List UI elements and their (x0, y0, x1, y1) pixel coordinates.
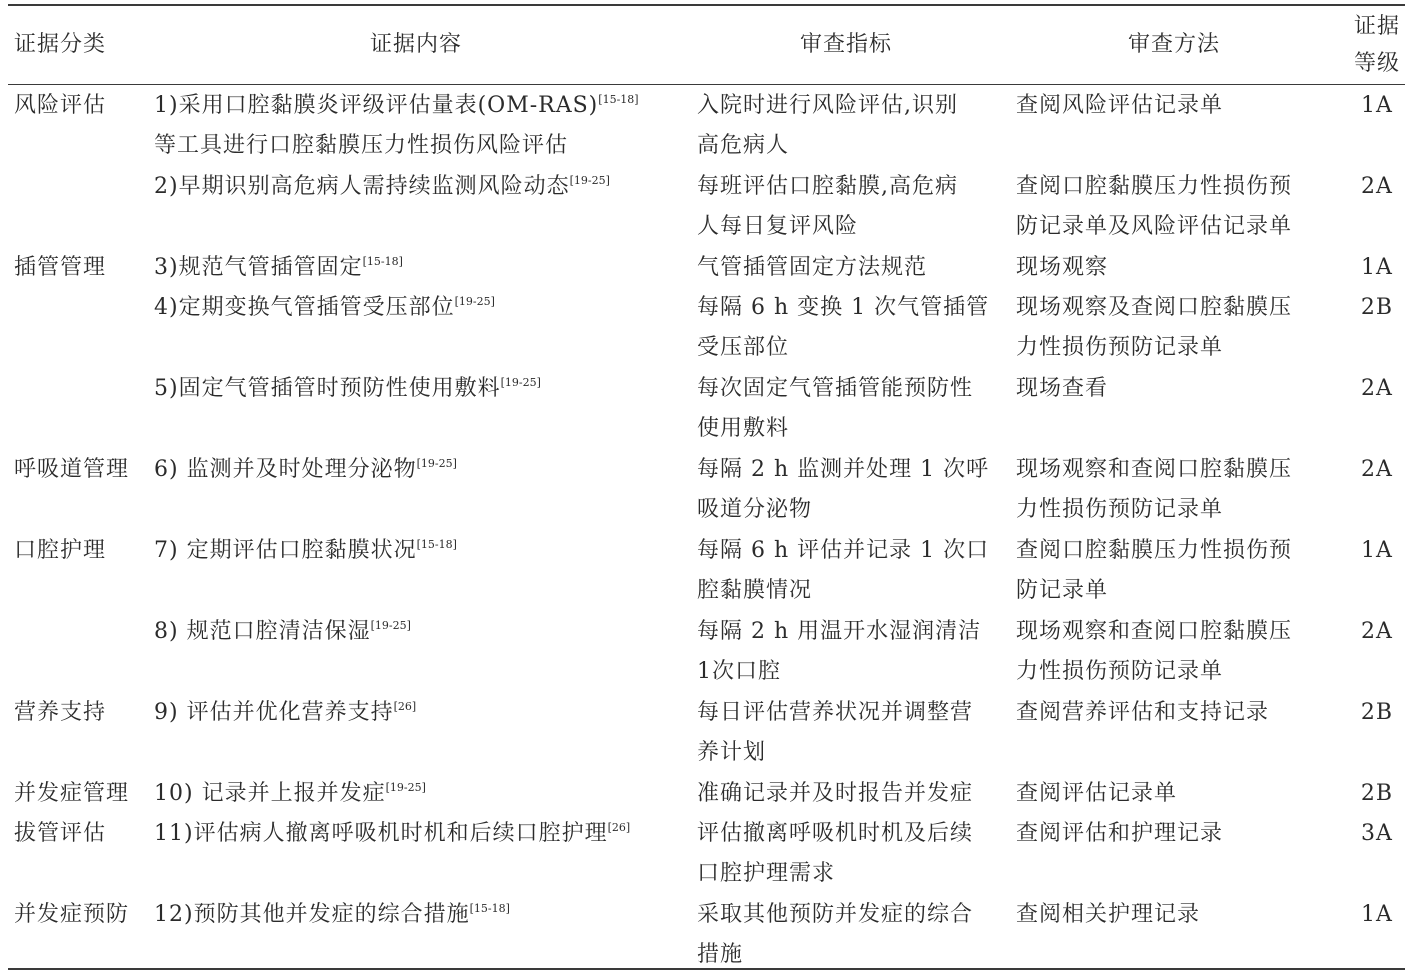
row-method: 现场观察 (1016, 255, 1109, 280)
row-grade: 2A (1361, 457, 1393, 482)
row-content (154, 814, 630, 854)
row-content (154, 450, 457, 490)
row-content (154, 86, 639, 126)
header-category: 证据分类 (14, 32, 107, 57)
citation-ref: [19-25] (454, 295, 495, 308)
row-indicator: 每日评估营养状况并调整营 (697, 700, 974, 725)
row-method: 查阅口腔黏膜压力性损伤预 (1016, 538, 1293, 563)
row-grade: 2A (1361, 376, 1393, 401)
row-content (154, 612, 411, 652)
row-category: 呼吸道管理 (14, 457, 130, 482)
row-method: 现场观察和查阅口腔黏膜压 (1016, 619, 1293, 644)
row-content (154, 531, 457, 571)
row-method: 力性损伤预防记录单 (1016, 497, 1224, 522)
row-content-text: 9) 评估并优化营养支持 (154, 700, 394, 725)
row-indicator: 使用敷料 (697, 416, 790, 441)
row-method: 防记录单及风险评估记录单 (1016, 214, 1293, 239)
row-content (154, 693, 416, 733)
row-category: 风险评估 (14, 93, 107, 118)
row-grade: 1A (1361, 93, 1393, 118)
row-indicator: 吸道分泌物 (697, 497, 813, 522)
row-method: 查阅口腔黏膜压力性损伤预 (1016, 174, 1293, 199)
row-grade: 2B (1360, 295, 1394, 320)
citation-ref: [15-18] (598, 93, 639, 106)
row-indicator: 人每日复评风险 (697, 214, 859, 239)
row-indicator: 每次固定气管插管能预防性 (697, 376, 974, 401)
row-indicator: 入院时进行风险评估,识别 (697, 93, 958, 118)
row-indicator: 受压部位 (697, 335, 790, 360)
row-content (154, 369, 541, 409)
row-category: 并发症管理 (14, 781, 130, 806)
row-content-text: 3)规范气管插管固定 (154, 255, 363, 280)
row-method: 查阅风险评估记录单 (1016, 93, 1224, 118)
row-indicator: 腔黏膜情况 (697, 578, 813, 603)
citation-ref: [15-18] (469, 902, 510, 915)
citation-ref: [19-25] (416, 457, 457, 470)
row-indicator: 每隔 6 h 变换 1 次气管插管 (697, 295, 990, 320)
citation-ref: [19-25] (385, 781, 426, 794)
row-indicator: 1次口腔 (697, 659, 781, 684)
row-grade: 1A (1361, 902, 1393, 927)
row-method: 防记录单 (1016, 578, 1109, 603)
citation-ref: [26] (607, 821, 631, 834)
row-content-text: 7) 定期评估口腔黏膜状况 (154, 538, 417, 563)
row-category: 口腔护理 (14, 538, 107, 563)
row-content-text: 12)预防其他并发症的综合措施 (154, 902, 470, 927)
row-content-text: 8) 规范口腔清洁保湿 (154, 619, 371, 644)
row-grade: 3A (1361, 821, 1393, 846)
row-indicator: 准确记录并及时报告并发症 (697, 781, 974, 806)
header-grade-line2: 等级 (1353, 51, 1400, 76)
row-grade: 2B (1360, 700, 1394, 725)
row-content-text: 1)采用口腔黏膜炎评级评估量表(OM-RAS) (154, 93, 599, 118)
row-indicator: 评估撤离呼吸机时机及后续 (697, 821, 974, 846)
row-content-text: 等工具进行口腔黏膜压力性损伤风险评估 (154, 133, 569, 158)
row-content (154, 248, 403, 288)
row-indicator: 气管插管固定方法规范 (697, 255, 928, 280)
header-content: 证据内容 (370, 32, 463, 57)
row-indicator: 高危病人 (697, 133, 790, 158)
row-indicator: 每班评估口腔黏膜,高危病 (697, 174, 958, 199)
row-indicator: 措施 (697, 942, 744, 967)
row-grade: 1A (1361, 538, 1393, 563)
row-grade: 2A (1361, 619, 1393, 644)
citation-ref: [19-25] (500, 376, 541, 389)
row-method: 查阅评估记录单 (1016, 781, 1178, 806)
table-top-rule (8, 4, 1405, 6)
row-grade: 1A (1361, 255, 1393, 280)
row-method: 查阅评估和护理记录 (1016, 821, 1224, 846)
header-indicator: 审查指标 (800, 32, 893, 57)
row-grade: 2A (1361, 174, 1393, 199)
header-method: 审查方法 (1128, 32, 1221, 57)
row-method: 现场查看 (1016, 376, 1109, 401)
row-method: 查阅相关护理记录 (1016, 902, 1201, 927)
row-method: 现场观察及查阅口腔黏膜压 (1016, 295, 1293, 320)
row-indicator: 每隔 2 h 监测并处理 1 次呼 (697, 457, 990, 482)
row-content (154, 126, 568, 166)
row-content (154, 167, 610, 207)
row-method: 查阅营养评估和支持记录 (1016, 700, 1270, 725)
citation-ref: [15-18] (362, 255, 403, 268)
row-indicator: 每隔 6 h 评估并记录 1 次口 (697, 538, 990, 563)
citation-ref: [19-25] (370, 619, 411, 632)
row-content (154, 895, 510, 935)
row-grade: 2B (1360, 781, 1394, 806)
row-category: 并发症预防 (14, 902, 130, 927)
citation-ref: [15-18] (416, 538, 457, 551)
row-indicator: 口腔护理需求 (697, 861, 836, 886)
row-indicator: 采取其他预防并发症的综合 (697, 902, 974, 927)
row-content-text: 5)固定气管插管时预防性使用敷料 (154, 376, 501, 401)
row-indicator: 养计划 (697, 740, 767, 765)
row-indicator: 每隔 2 h 用温开水湿润清洁 (697, 619, 982, 644)
row-method: 现场观察和查阅口腔黏膜压 (1016, 457, 1293, 482)
row-content-text: 2)早期识别高危病人需持续监测风险动态 (154, 174, 570, 199)
row-content-text: 4)定期变换气管插管受压部位 (154, 295, 455, 320)
row-content (154, 288, 495, 328)
header-grade-line1: 证据 (1353, 14, 1400, 39)
row-content-text: 10) 记录并上报并发症 (154, 781, 386, 806)
row-category: 拔管评估 (14, 821, 107, 846)
row-content-text: 11)评估病人撤离呼吸机时机和后续口腔护理 (154, 821, 608, 846)
citation-ref: [19-25] (569, 174, 610, 187)
row-content (154, 774, 426, 814)
row-method: 力性损伤预防记录单 (1016, 659, 1224, 684)
row-category: 插管管理 (14, 255, 107, 280)
table-header-rule (8, 84, 1405, 85)
citation-ref: [26] (393, 700, 417, 713)
row-content-text: 6) 监测并及时处理分泌物 (154, 457, 417, 482)
row-method: 力性损伤预防记录单 (1016, 335, 1224, 360)
row-category: 营养支持 (14, 700, 107, 725)
